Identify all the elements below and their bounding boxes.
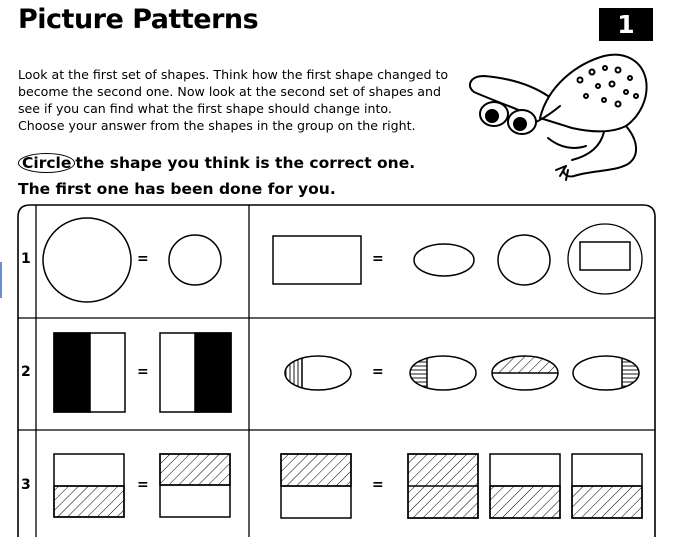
row-number: 3 [21,477,31,493]
binoculars-character-icon [470,55,647,180]
row-number: 2 [21,364,31,380]
equals-sign: = [137,251,149,267]
answer-circled-marker [568,224,642,294]
answer-small-circle [498,235,550,285]
equals-sign: = [137,477,149,493]
black-left-half-square [54,333,90,412]
page-number-badge: 1 [599,8,653,41]
row-number: 1 [21,251,31,267]
instruction-line: Choose your answer from the shapes in the group on the right. [18,118,416,133]
small-circle-shape [169,235,221,285]
black-right-half-square [195,333,231,412]
answer-small-rectangle [580,242,630,270]
page-title: Picture Patterns [18,4,259,35]
example-note: The first one has been done for you. [18,180,336,198]
row-1-shapes [43,218,642,302]
instruction-line: become the second one. Now look at the second set of shapes and [18,84,441,99]
circle-instruction-rest: the shape you think is the correct one. [75,154,416,172]
equals-sign: = [372,251,384,267]
equals-sign: = [137,364,149,380]
large-rectangle-shape [273,236,361,284]
equals-sign: = [372,477,384,493]
instruction-line: see if you can find what the first shape should change into. [18,101,392,116]
circled-word: Circle [18,153,75,173]
answer-small-ellipse [414,244,474,276]
equals-sign: = [372,364,384,380]
large-circle-shape [43,218,131,302]
instruction-line: Look at the first set of shapes. Think how the first shape changed to [18,67,449,82]
